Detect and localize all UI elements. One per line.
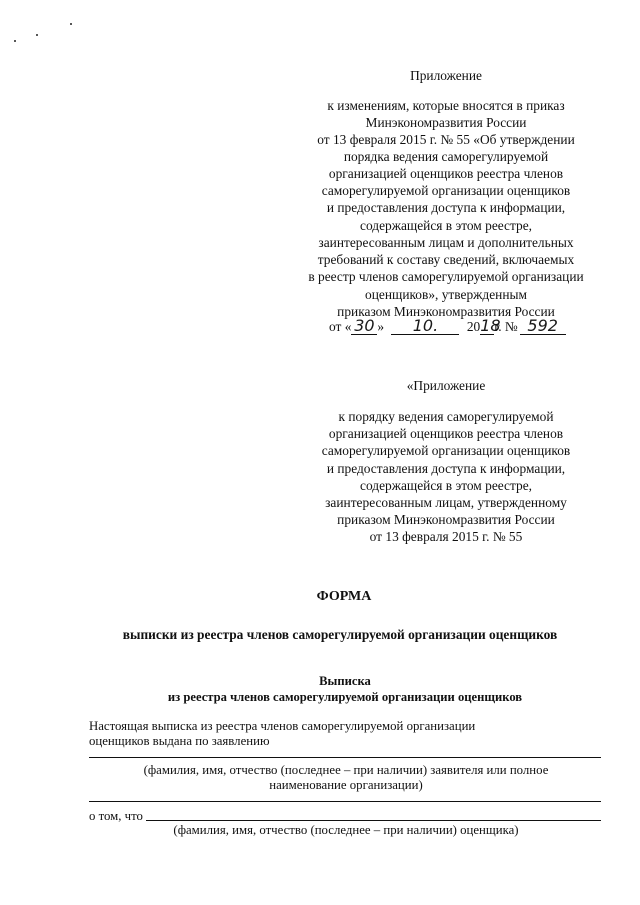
appendix-title: Приложение: [410, 68, 482, 83]
appendix-line: заинтересованным лицам и дополнительных: [318, 235, 574, 250]
appendix-line: организацией оценщиков реестра членов: [328, 166, 564, 181]
inner-appendix-line: организацией оценщиков реестра членов: [328, 426, 564, 441]
appendix-line: саморегулируемой организации оценщиков: [321, 183, 571, 198]
inner-appendix-line: заинтересованным лицам, утвержденному: [325, 495, 567, 510]
appraiser-fill-line: [146, 820, 601, 821]
extract-subtitle: из реестра членов саморегулируемой организации оценщиков: [167, 690, 523, 704]
scan-speck: [36, 34, 38, 36]
inner-appendix-line: к порядку ведения саморегулируемой: [338, 409, 554, 424]
inner-appendix-line: содержащейся в этом реестре,: [360, 478, 532, 493]
handwritten-year: 18: [480, 316, 501, 335]
about-label: о том, что: [89, 809, 143, 823]
appendix-line: Минэкономразвития России: [365, 115, 527, 130]
applicant-caption: наименование организации): [269, 778, 423, 792]
date-mid: »: [377, 319, 385, 334]
handwritten-number: 592: [520, 318, 566, 335]
inner-appendix-line: приказом Минэкономразвития России: [337, 512, 555, 527]
form-subheading: выписки из реестра членов саморегулируемой организации оценщиков: [122, 627, 558, 642]
scan-speck: [14, 40, 16, 42]
appraiser-caption: (фамилия, имя, отчество (последнее – при наличии) оценщика): [173, 823, 519, 837]
extract-body-line: оценщиков выдана по заявлению: [89, 734, 270, 748]
applicant-fill-line: [89, 757, 601, 758]
extract-body-line: Настоящая выписка из реестра членов саморегулируемой организации: [89, 719, 476, 733]
applicant-caption: (фамилия, имя, отчество (последнее – при наличии) заявителя или полное: [143, 763, 549, 777]
appendix-line: требований к составу сведений, включаемых: [317, 252, 575, 267]
appendix-line: оценщиков», утвержденным: [365, 287, 527, 302]
handwritten-day: 30: [351, 318, 377, 335]
appendix-line: и предоставления доступа к информации,: [326, 200, 566, 215]
inner-appendix-line: от 13 февраля 2015 г. № 55: [369, 529, 523, 544]
appendix-line: в реестр членов саморегулируемой организации: [308, 269, 584, 284]
applicant-fill-line-2: [89, 801, 601, 802]
appendix-line: к изменениям, которые вносятся в приказ: [327, 98, 565, 113]
inner-appendix-title: «Приложение: [406, 378, 486, 393]
appendix-line: от 13 февраля 2015 г. № 55 «Об утверждении: [317, 132, 575, 147]
number-prefix: г. №: [494, 319, 518, 334]
extract-title: Выписка: [319, 674, 371, 688]
appendix-line: содержащейся в этом реестре,: [360, 218, 532, 233]
handwritten-month: 10.: [391, 318, 459, 335]
appendix-line: порядка ведения саморегулируемой: [343, 149, 549, 164]
form-heading: ФОРМА: [316, 589, 372, 604]
appendix-line: приказом Минэкономразвития России: [337, 304, 555, 319]
date-prefix: от «: [329, 319, 352, 334]
order-date-line: [329, 318, 566, 335]
inner-appendix-line: и предоставления доступа к информации,: [326, 461, 566, 476]
year-prefix: 20: [466, 319, 481, 334]
inner-appendix-line: саморегулируемой организации оценщиков: [321, 443, 571, 458]
scan-speck: [70, 23, 72, 25]
